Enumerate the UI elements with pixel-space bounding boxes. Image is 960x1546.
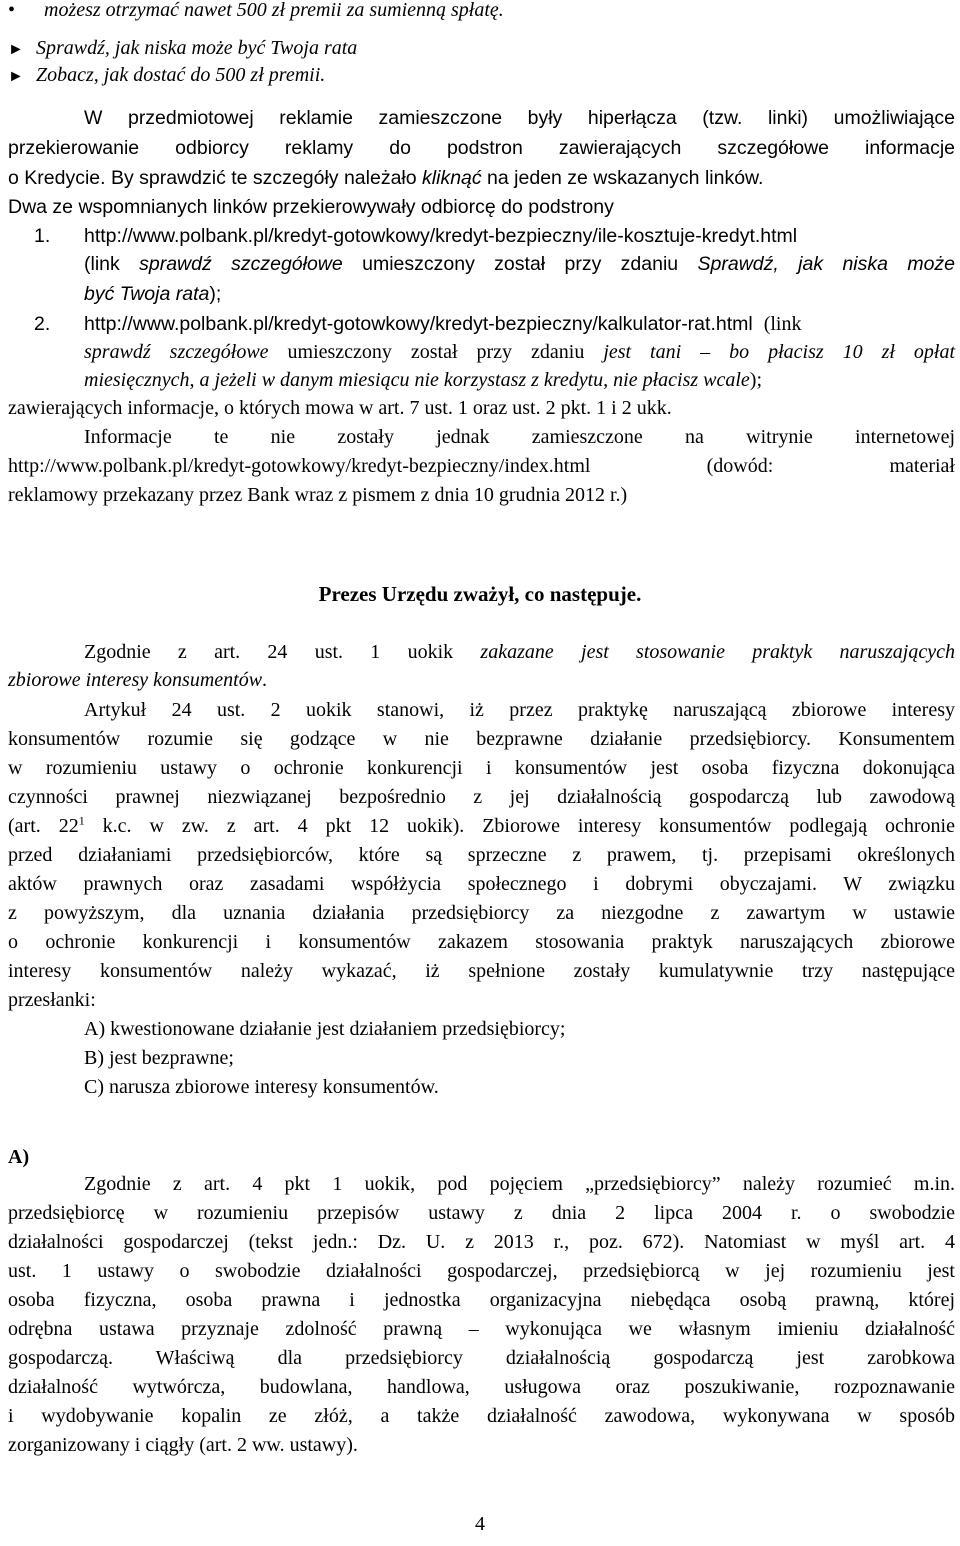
condition-b: B) jest bezprawne; <box>84 1047 234 1069</box>
arrow-right-icon: ► <box>8 41 24 58</box>
list-item-2-number: 2. <box>34 313 51 335</box>
para1-line-2: przekierowanie odbiorcy reklamy do podstron zawierających szczegółowe informacje <box>8 137 955 159</box>
condition-c: C) narusza zbiorowe interesy konsumentów. <box>84 1076 439 1098</box>
para4-line-6: przed działaniami przedsiębiorców, które są sprzeczne z prawem, tj. przepisami określonych <box>8 844 955 866</box>
para4-line-3: w rozumieniu ustawy o ochronie konkurencji i konsumentów jest osoba fizyczna dokonująca <box>8 757 955 779</box>
list1-l3b: ); <box>209 283 222 305</box>
para5-line-8: działalność wytwórcza, budowlana, handlowa, usługowa oraz poszukiwanie, rozpoznawanie <box>8 1376 955 1398</box>
para1-line-3 <box>8 164 955 192</box>
para1-line-4: Dwa ze wspomnianych linków przekierowywały odbiorcę do podstrony <box>8 196 614 218</box>
section-a-label: A) <box>8 1146 30 1168</box>
para3-line-1 <box>84 638 955 666</box>
list1-l3i: być Twoja rata <box>84 283 210 305</box>
para2-line-3: http://www.polbank.pl/kredyt-gotowkowy/kredyt-bezpieczny/index.html (dowód: materiał <box>8 455 955 477</box>
para2-line-1: zawierających informacje, o których mowa w art. 7 ust. 1 oraz ust. 2 pkt. 1 i 2 ukk. <box>8 397 672 419</box>
bullet-item-text: możesz otrzymać nawet 500 zł premii za sumienną spłatę. <box>44 0 504 21</box>
para3-a: Zgodnie z art. 24 ust. 1 uokik <box>84 641 481 663</box>
section-heading: Prezes Urzędu zważył, co następuje. <box>318 582 642 606</box>
list-item-2-url-tail: (link <box>758 313 802 335</box>
para4-line-1: Artykuł 24 ust. 2 uokik stanowi, iż przez praktykę naruszającą zbiorowe interesy <box>84 699 955 721</box>
para4-line-10: interesy konsumentów należy wykazać, iż spełnione zostały kumulatywnie trzy następujące <box>8 960 955 982</box>
para5-line-9: i wydobywanie kopalin ze złóż, a także działalność zawodowa, wykonywana w sposób <box>8 1405 955 1427</box>
list2-l3b: ); <box>749 369 762 391</box>
para4-sup-a: (art. 22 <box>8 815 79 837</box>
list-item-1-line-3 <box>84 280 960 308</box>
para1-line-3-b: na jeden ze wskazanych linków. <box>481 167 764 189</box>
para5-line-7: gospodarczą. Właściwą dla przedsiębiorcy działalnością gospodarczą jest zarobkowa <box>8 1347 955 1369</box>
para2-line-2: Informacje te nie zostały jednak zamieszczone na witrynie internetowej <box>84 426 955 448</box>
para3-l2b: . <box>262 669 268 691</box>
para5-line-4: ust. 1 ustawy o swobodzie działalności gospodarczej, przedsiębiorcą w jej rozumieniu jest <box>8 1260 955 1282</box>
bullet-dot: • <box>8 0 16 21</box>
arrow-link-1-text[interactable]: Sprawdź, jak niska może być Twoja rata <box>36 37 358 59</box>
para3-line-2 <box>8 666 955 694</box>
page-number: 4 <box>475 1513 485 1535</box>
list2-l3i: miesięcznych, a jeżeli w danym miesiącu nie korzystasz z kredytu, nie płacisz wcale <box>84 369 750 391</box>
list-item-1-url[interactable]: http://www.polbank.pl/kredyt-gotowkowy/kredyt-bezpieczny/ile-kosztuje-kredyt.html <box>84 225 798 247</box>
para4-sup-b: k.c. w zw. z art. 4 pkt 12 uokik). Zbiorowe interesy konsumentów podlegają ochronie <box>84 815 955 837</box>
para4-line-4: czynności prawnej niezwiązanej bezpośrednio z jej działalnością gospodarczą lub zawodową <box>8 786 955 808</box>
para3-l2i: zbiorowe interesy konsumentów <box>8 669 263 691</box>
arrow-link-2-text[interactable]: Zobacz, jak dostać do 500 zł premii. <box>36 64 326 86</box>
para4-line-7: aktów prawnych oraz zasadami współżycia społecznego i dobrymi obyczajami. W związku <box>8 873 955 895</box>
list1-l2i: sprawdź szczegółowe <box>139 253 343 275</box>
bullet-item <box>8 0 955 24</box>
para4-sup: 1 <box>78 813 85 828</box>
para5-line-6: odrębna ustawa przyznaje zdolność prawną – wykonująca we własnym imieniu działalność <box>8 1318 955 1340</box>
para4-line-11: przesłanki: <box>8 989 96 1011</box>
list-item-1-number: 1. <box>34 225 51 247</box>
condition-a: A) kwestionowane działanie jest działaniem przedsiębiorcy; <box>84 1018 566 1040</box>
list-item-2-line-3 <box>84 366 960 394</box>
arrow-right-icon: ► <box>8 68 24 85</box>
list-item-1 <box>34 222 960 250</box>
arrow-link-2[interactable] <box>8 61 955 91</box>
para4-line-9: o ochronie konkurencji i konsumentów zakazem stosowania praktyk naruszających zbiorowe <box>8 931 955 953</box>
list-item-1-line-2 <box>84 250 955 278</box>
list2-l2b: umieszczony został przy zdaniu <box>268 341 604 363</box>
list-item-2 <box>34 310 960 338</box>
arrow-link-1[interactable] <box>8 34 955 64</box>
para5-line-5: osoba fizyczna, osoba prawna i jednostka organizacyjna niebędąca osobą prawną, której <box>8 1289 955 1311</box>
para5-line-10: zorganizowany i ciągły (art. 2 ww. ustawy). <box>8 1434 358 1456</box>
list1-l2i2: Sprawdź, jak niska może <box>697 253 956 275</box>
para1-line-3-a: o Kredycie. By sprawdzić te szczegóły należało <box>8 167 423 189</box>
para5-line-1: Zgodnie z art. 4 pkt 1 uokik, pod pojęciem „przedsiębiorcy” należy rozumieć m.in. <box>84 1173 955 1195</box>
para5-line-3: działalności gospodarczej (tekst jedn.: Dz. U. z 2013 r., poz. 672). Natomiast w myśl art. 4 <box>8 1231 955 1253</box>
para4-line-2: konsumentów rozumie się godzące w nie bezprawne działanie przedsiębiorcy. Konsumentem <box>8 728 955 750</box>
para5-line-2: przedsiębiorcę w rozumieniu przepisów ustawy z dnia 2 lipca 2004 r. o swobodzie <box>8 1202 955 1224</box>
para1-line-3-italic: kliknąć <box>422 167 482 189</box>
list1-l2a: (link <box>84 253 140 275</box>
para1-line-1: W przedmiotowej reklamie zamieszczone były hiperłącza (tzw. linki) umożliwiające <box>84 107 955 129</box>
list-item-2-url[interactable]: http://www.polbank.pl/kredyt-gotowkowy/kredyt-bezpieczny/kalkulator-rat.html <box>84 313 753 335</box>
para4-line-5 <box>8 812 955 840</box>
para2-line-4: reklamowy przekazany przez Bank wraz z pismem z dnia 10 grudnia 2012 r.) <box>8 484 628 506</box>
list1-l2b: umieszczony został przy zdaniu <box>342 253 698 275</box>
para3-italic: zakazane jest stosowanie praktyk naruszających <box>480 641 955 663</box>
para4-line-8: z powyższym, dla uznania działania przedsiębiorcy za niezgodne z zawartym w ustawie <box>8 902 955 924</box>
list2-l2i: sprawdź szczegółowe <box>84 341 269 363</box>
list-item-2-line-2 <box>84 338 955 366</box>
list2-l2i2: jest tani – bo płacisz 10 zł opłat <box>603 341 955 363</box>
